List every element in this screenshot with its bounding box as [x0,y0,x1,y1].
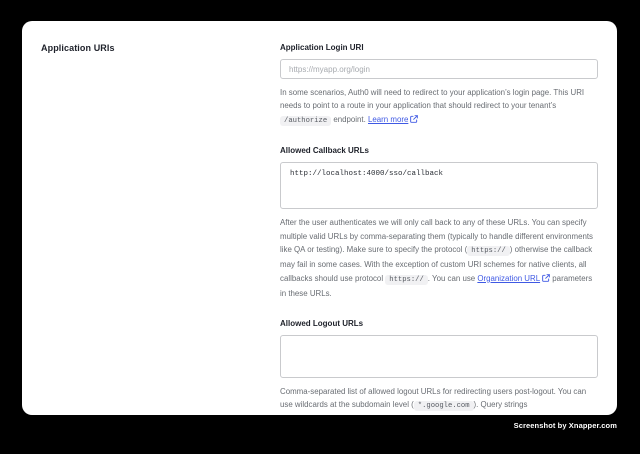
section-fields-column [280,43,598,415]
inline-code: /authorize [280,116,331,126]
help-link[interactable]: Learn more [368,115,418,124]
login-uri-field [280,43,598,128]
inline-code: https:// [467,246,510,256]
callback-urls-field [280,146,598,300]
section-title-column [41,43,280,415]
callback-urls-textarea[interactable] [280,162,598,209]
callback-urls-help: After the user authenticates we will only call back to any of these URLs. You can specify multiple valid URLs by comma-separating them (typically to handle different environments like QA or testing). Make sure to specify the protocol ( https:// ) otherwise the callback may fail in some cases. With the exception of custom URI schemes for native clients, all callbacks should use protocol https:// . You can use Organization URL parameters in these URLs. [280,218,593,299]
login-uri-help: In some scenarios, Auth0 will need to redirect to your application’s login page. This URI needs to point to a route in your application that should redirect to your tenant’s /authorize endpoint. Learn more [280,86,598,128]
logout-urls-textarea[interactable] [280,335,598,378]
login-uri-input[interactable] [280,59,598,79]
external-link-icon [410,114,418,127]
help-link[interactable]: Organization URL [477,274,550,283]
inline-code: *.google.com [414,401,474,411]
callback-urls-label: Allowed Callback URLs [280,146,369,156]
external-link-icon [542,273,550,286]
section-title: Application URIs [41,43,115,53]
logout-urls-label: Allowed Logout URLs [280,318,364,328]
logout-urls-field [280,319,598,414]
logout-urls-help: Comma-separated list of allowed logout URLs for redirecting users post-logout. You can use wildcards at the subdomain level ( *.google.com ). Query strings [280,386,587,411]
inline-code: https:// [385,275,428,285]
application-uris-settings-card [22,21,617,415]
login-uri-label: Application Login URI [280,43,364,52]
watermark: Screenshot by Xnapper.com [513,421,617,430]
